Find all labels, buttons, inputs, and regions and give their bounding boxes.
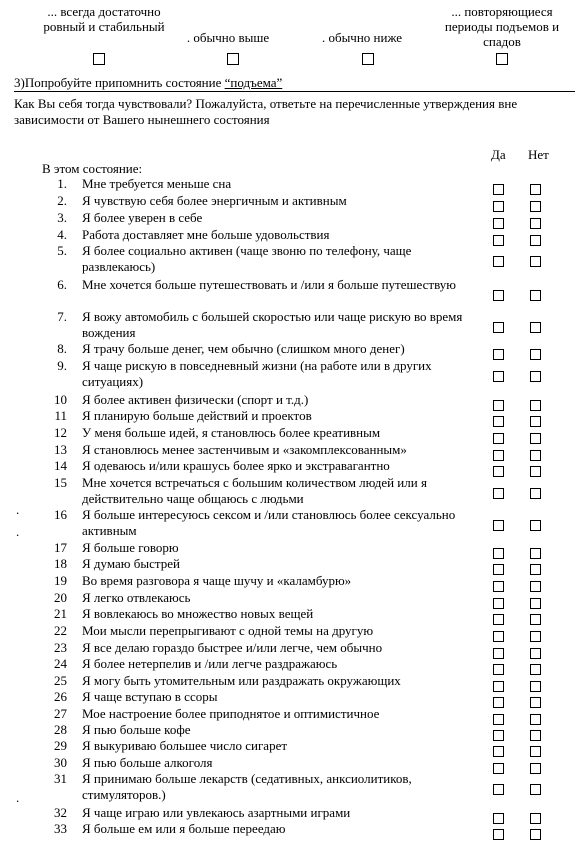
section-intro: Как Вы себя тогда чувствовали? Пожалуйста, ответьте на перечисленные утверждения вне зависимости от Вашего нынешнего состояния	[14, 96, 518, 127]
statement-number: 26	[54, 689, 67, 704]
statement-text: Я более уверен в себе	[82, 210, 203, 225]
no-checkbox[interactable]	[530, 371, 541, 382]
no-checkbox[interactable]	[530, 784, 541, 795]
statement-number: 33	[54, 821, 67, 836]
statement-text: Я чаще играю или увлекаюсь азартными играми	[82, 805, 351, 820]
statement-number: 30	[54, 755, 67, 770]
statement-number: 4.	[57, 227, 67, 242]
statement-text: Я больше интересуюсь сексом и /или становлюсь более сексуально активным	[82, 507, 456, 538]
yes-checkbox[interactable]	[493, 184, 504, 195]
no-checkbox[interactable]	[530, 598, 541, 609]
no-checkbox[interactable]	[530, 763, 541, 774]
no-checkbox[interactable]	[530, 201, 541, 212]
yes-checkbox[interactable]	[493, 450, 504, 461]
statement-text: Я все делаю гораздо быстрее и/или легче, чем обычно	[82, 640, 383, 655]
column-no-header: Нет	[528, 147, 549, 162]
no-checkbox[interactable]	[530, 235, 541, 246]
statement-number: 18	[54, 556, 67, 571]
yes-checkbox[interactable]	[493, 564, 504, 575]
statement-number: 6.	[57, 277, 67, 292]
option-lower-label: . обычно ниже	[321, 30, 403, 45]
no-checkbox[interactable]	[530, 520, 541, 531]
statement-number: 3.	[57, 210, 67, 225]
statement-number: 1.	[57, 176, 67, 191]
statement-number: 7.	[57, 309, 67, 324]
yes-checkbox[interactable]	[493, 697, 504, 708]
yes-checkbox[interactable]	[493, 813, 504, 824]
statement-number: 28	[54, 722, 67, 737]
statement-text: Я думаю быстрей	[82, 556, 180, 571]
statement-text: Я вовлекаюсь во множество новых вещей	[82, 606, 314, 621]
statement-number: 14	[54, 458, 67, 473]
statement-number: 13	[54, 442, 67, 457]
yes-checkbox[interactable]	[493, 631, 504, 642]
yes-checkbox[interactable]	[493, 581, 504, 592]
statement-number: 25	[54, 673, 67, 688]
statement-text: Я пью больше кофе	[82, 722, 191, 737]
no-checkbox[interactable]	[530, 564, 541, 575]
no-checkbox[interactable]	[530, 218, 541, 229]
statement-number: 8.	[57, 341, 67, 356]
yes-checkbox[interactable]	[493, 681, 504, 692]
statement-number: 21	[54, 606, 67, 621]
statement-text: Я выкуриваю большее число сигарет	[82, 738, 288, 753]
yes-checkbox[interactable]	[493, 416, 504, 427]
yes-checkbox[interactable]	[493, 400, 504, 411]
margin-dot: .	[16, 790, 20, 805]
no-checkbox[interactable]	[530, 664, 541, 675]
yes-checkbox[interactable]	[493, 322, 504, 333]
statement-text: Я планирую больше действий и проектов	[82, 408, 312, 423]
yes-checkbox[interactable]	[493, 763, 504, 774]
no-checkbox[interactable]	[530, 697, 541, 708]
yes-checkbox[interactable]	[493, 256, 504, 267]
option-lower-checkbox[interactable]	[362, 53, 374, 65]
statement-number: 12	[54, 425, 67, 440]
statement-text: Я одеваюсь и/или крашусь более ярко и экстравагантно	[82, 458, 390, 473]
no-checkbox[interactable]	[530, 614, 541, 625]
statement-number: 5.	[57, 243, 67, 258]
yes-checkbox[interactable]	[493, 235, 504, 246]
no-checkbox[interactable]	[530, 714, 541, 725]
option-cycles-label: ... повторяющиеся периоды подъемов и спадов	[444, 4, 560, 49]
statement-text: Я становлюсь менее застенчивым и «закомплексованным»	[82, 442, 407, 457]
no-checkbox[interactable]	[530, 730, 541, 741]
yes-checkbox[interactable]	[493, 614, 504, 625]
no-checkbox[interactable]	[530, 400, 541, 411]
statement-text: Мои мысли перепрыгивают с одной темы на другую	[82, 623, 374, 638]
section-rule	[14, 91, 575, 92]
statement-text: Я пью больше алкоголя	[82, 755, 213, 770]
yes-checkbox[interactable]	[493, 548, 504, 559]
statement-text: Мне хочется встречаться с большим количеством людей или я действительно чаще общаюсь с людьми	[82, 475, 427, 506]
no-checkbox[interactable]	[530, 829, 541, 840]
yes-checkbox[interactable]	[493, 829, 504, 840]
statement-text: Я чаще рискую в повседневный жизни (на работе или в других ситуациях)	[82, 358, 432, 389]
margin-dot: .	[16, 524, 20, 539]
statement-text: Я больше ем или я больше переедаю	[82, 821, 286, 836]
subheading: В этом состояние:	[42, 161, 143, 176]
statement-text: Я более нетерпелив и /или легче раздражаюсь	[82, 656, 338, 671]
option-cycles-checkbox[interactable]	[496, 53, 508, 65]
yes-checkbox[interactable]	[493, 664, 504, 675]
statement-text: Я чувствую себя более энергичным и активным	[82, 193, 347, 208]
statement-number: 27	[54, 706, 67, 721]
statement-text: Во время разговора я чаще шучу и «каламбурю»	[82, 573, 352, 588]
statement-number: 11	[54, 408, 67, 423]
no-checkbox[interactable]	[530, 322, 541, 333]
statement-number: 19	[54, 573, 67, 588]
statement-text: Я легко отвлекаюсь	[82, 590, 191, 605]
statement-number: 31	[54, 771, 67, 786]
no-checkbox[interactable]	[530, 681, 541, 692]
no-checkbox[interactable]	[530, 581, 541, 592]
yes-checkbox[interactable]	[493, 598, 504, 609]
yes-checkbox[interactable]	[493, 371, 504, 382]
statement-text: Мне требуется меньше сна	[82, 176, 232, 191]
statement-text: У меня больше идей, я становлюсь более креативным	[82, 425, 381, 440]
no-checkbox[interactable]	[530, 184, 541, 195]
statement-number: 17	[54, 540, 67, 555]
no-checkbox[interactable]	[530, 349, 541, 360]
statement-text: Работа доставляет мне больше удовольствия	[82, 227, 330, 242]
statement-text: Я более активен физически (спорт и т.д.)	[82, 392, 309, 407]
statement-number: 32	[54, 805, 67, 820]
no-checkbox[interactable]	[530, 416, 541, 427]
statement-text: Я более социально активен (чаще звоню по телефону, чаще развлекаюсь)	[82, 243, 412, 274]
yes-checkbox[interactable]	[493, 466, 504, 477]
margin-dot: .	[16, 502, 20, 517]
statement-text: Я трачу больше денег, чем обычно (слишком много денег)	[82, 341, 405, 356]
statement-text: Я вожу автомобиль с большей скоростью или чаще рискую во время вождения	[82, 309, 463, 340]
statement-text: Я принимаю больше лекарств (седативных, анксиолитиков, стимуляторов.)	[82, 771, 412, 802]
statement-number: 23	[54, 640, 67, 655]
statement-text: Мне хочется больше путешествовать и /или я больше путешествую	[82, 277, 456, 292]
section-title-text: 3)Попробуйте припомнить состояние	[14, 75, 225, 90]
yes-checkbox[interactable]	[493, 520, 504, 531]
statement-number: 22	[54, 623, 67, 638]
statement-text: Мое настроение более приподнятое и оптимистичное	[82, 706, 380, 721]
yes-checkbox[interactable]	[493, 648, 504, 659]
statement-number: 24	[54, 656, 67, 671]
statement-number: 16	[54, 507, 67, 522]
no-checkbox[interactable]	[530, 450, 541, 461]
yes-checkbox[interactable]	[493, 433, 504, 444]
option-higher-checkbox[interactable]	[227, 53, 239, 65]
statement-number: 29	[54, 738, 67, 753]
no-checkbox[interactable]	[530, 488, 541, 499]
column-yes-header: Да	[491, 147, 506, 162]
statement-text: Я больше говорю	[82, 540, 179, 555]
statement-number: 9.	[57, 358, 67, 373]
statement-number: 10	[54, 392, 67, 407]
no-checkbox[interactable]	[530, 256, 541, 267]
no-checkbox[interactable]	[530, 631, 541, 642]
yes-checkbox[interactable]	[493, 218, 504, 229]
yes-checkbox[interactable]	[493, 784, 504, 795]
no-checkbox[interactable]	[530, 746, 541, 757]
no-checkbox[interactable]	[530, 813, 541, 824]
option-higher-label: . обычно выше	[186, 30, 270, 45]
section-title	[14, 75, 282, 91]
yes-checkbox[interactable]	[493, 201, 504, 212]
yes-checkbox[interactable]	[493, 488, 504, 499]
yes-checkbox[interactable]	[493, 349, 504, 360]
statement-number: 2.	[57, 193, 67, 208]
no-checkbox[interactable]	[530, 648, 541, 659]
option-stable-label: ... всегда достаточно ровный и стабильный	[43, 4, 165, 34]
no-checkbox[interactable]	[530, 548, 541, 559]
no-checkbox[interactable]	[530, 290, 541, 301]
statement-number: 15	[54, 475, 67, 490]
section-title-quoted: “подъема”	[224, 75, 283, 90]
yes-checkbox[interactable]	[493, 746, 504, 757]
no-checkbox[interactable]	[530, 466, 541, 477]
no-checkbox[interactable]	[530, 433, 541, 444]
yes-checkbox[interactable]	[493, 730, 504, 741]
option-stable-checkbox[interactable]	[93, 53, 105, 65]
statement-text: Я чаще вступаю в ссоры	[82, 689, 218, 704]
statement-text: Я могу быть утомительным или раздражать окружающих	[82, 673, 401, 688]
yes-checkbox[interactable]	[493, 290, 504, 301]
yes-checkbox[interactable]	[493, 714, 504, 725]
statement-number: 20	[54, 590, 67, 605]
